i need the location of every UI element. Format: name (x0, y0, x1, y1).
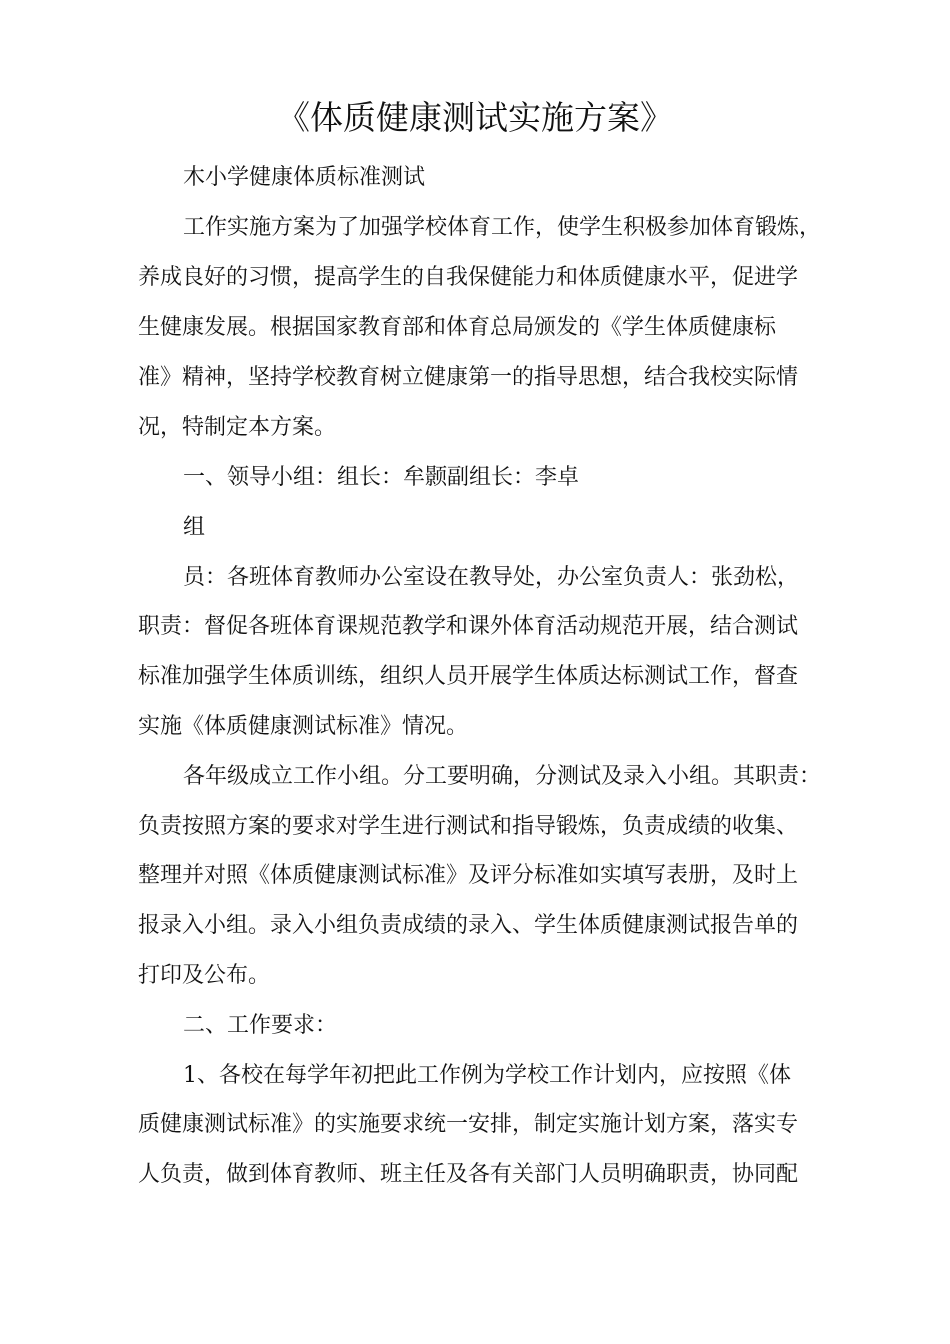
paragraph-line: 整理并对照《体质健康测试标准》及评分标准如实填写表册，及时上 (138, 863, 799, 888)
paragraph-line: 各年级成立工作小组。分工要明确，分测试及录入小组。其职责： (183, 764, 822, 789)
paragraph-line: 质健康测试标准》的实施要求统一安排，制定实施计划方案，落实专 (138, 1112, 799, 1137)
paragraph-line: 报录入小组。录入小组负责成绩的录入、学生体质健康测试报告单的 (138, 913, 799, 938)
section-heading-requirements: 二、工作要求： (183, 1013, 338, 1038)
paragraph-line: 负责按照方案的要求对学生进行测试和指导锻炼，负责成绩的收集、 (138, 814, 799, 839)
paragraph-line: 养成良好的习惯，提高学生的自我保健能力和体质健康水平，促进学 (138, 265, 799, 290)
paragraph-line: 实施《体质健康测试标准》情况。 (138, 714, 469, 739)
subtitle-line: 木小学健康体质标准测试 (183, 165, 426, 190)
paragraph-line: 员：各班体育教师办公室设在教导处，办公室负责人：张劲松， (183, 565, 800, 590)
paragraph-line: 组 (183, 515, 206, 540)
section-heading-leadership: 一、领导小组：组长：牟颢副组长：李卓 (183, 465, 580, 490)
document-title: 《体质健康测试实施方案》 (277, 98, 673, 137)
paragraph-line: 标准加强学生体质训练，组织人员开展学生体质达标测试工作，督查 (138, 664, 799, 689)
paragraph-line: 生健康发展。根据国家教育部和体育总局颁发的《学生体质健康标 (138, 315, 777, 340)
paragraph-line: 打印及公布。 (138, 963, 271, 988)
paragraph-line: 人负责，做到体育教师、班主任及各有关部门人员明确职责，协同配 (138, 1162, 799, 1187)
paragraph-line: 1、各校在每学年初把此工作例为学校工作计划内，应按照《体 (183, 1063, 791, 1088)
paragraph-line: 况，特制定本方案。 (138, 415, 337, 440)
paragraph-line: 准》精神，坚持学校教育树立健康第一的指导思想，结合我校实际情 (138, 365, 799, 390)
paragraph-line: 职责：督促各班体育课规范教学和课外体育活动规范开展，结合测试 (138, 614, 799, 639)
paragraph-line: 工作实施方案为了加强学校体育工作，使学生积极参加体育锻炼， (183, 215, 822, 240)
